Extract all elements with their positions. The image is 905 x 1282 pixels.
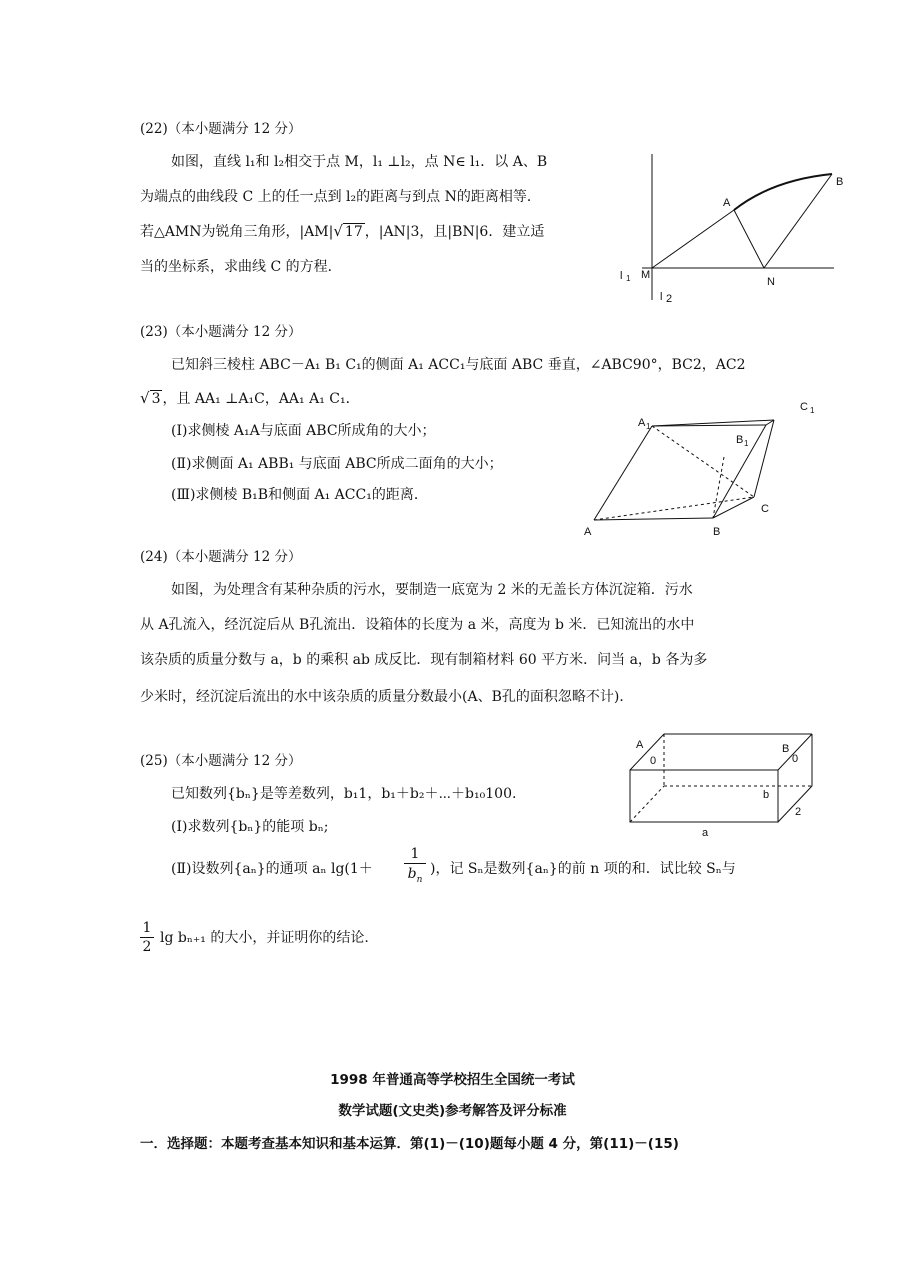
problem-24-line-2: 从 A孔流入，经沉淀后从 B孔流出．设箱体的长度为 a 米，高度为 b 米．已知流出的水中 — [140, 617, 695, 633]
problem-25-question-2-end: )，记 Sₙ是数列{aₙ}的前 n 项的和．试比较 Sₙ与 — [430, 861, 736, 877]
problem-22-line-3-start: 若△AMN为锐角三角形，|AM| — [140, 224, 334, 240]
problem-23-question-1: (Ⅰ)求侧棱 A₁A与底面 ABC所成角的大小； — [171, 423, 436, 439]
problem-23-question-3: (Ⅲ)求侧棱 B₁B和侧面 A₁ ACC₁的距离． — [171, 487, 428, 503]
fraction-numerator: 1 — [404, 845, 426, 864]
label-l1: l — [620, 270, 623, 282]
problem-23-line-1: 已知斜三棱柱 ABC－A₁ B₁ C₁的侧面 A₁ ACC₁与底面 ABC 垂直，∠ABC90°，BC2，AC2 — [171, 357, 746, 373]
problem-23-line-2-text: ，且 AA₁ ⊥A₁C，AA₁ A₁ C₁． — [162, 391, 360, 407]
curve-C — [734, 174, 832, 210]
fraction-one-half — [140, 920, 154, 956]
problem-25-heading: (25)（本小题满分 12 分） — [140, 753, 302, 769]
problem-24-line-3: 该杂质的质量分数与 a，b 的乘积 ab 成反比．现有制箱材料 60 平方米．问当 a，b 各为多 — [140, 652, 708, 668]
label-hole-A: 0 — [650, 755, 657, 767]
box-front-face — [630, 770, 778, 822]
label-M: M — [641, 269, 651, 281]
label-A1-sub: 1 — [646, 422, 651, 431]
answers-title-1: 1998 年普通高等学校招生全国统一考试 — [330, 1072, 575, 1088]
answers-title-2: 数学试题(文史类)参考解答及评分标准 — [338, 1103, 567, 1119]
sqrt-symbol: √ — [140, 389, 150, 407]
label-A: A — [636, 739, 644, 751]
sqrt-3-radicand: 3 — [151, 391, 161, 407]
label-l2: l — [660, 291, 663, 303]
problem-25-question-2-start: (Ⅱ)设数列{aₙ}的通项 aₙ lg(1＋ — [171, 861, 373, 877]
problem-23-heading: (23)（本小题满分 12 分） — [140, 324, 302, 340]
label-N: N — [767, 276, 775, 288]
box-hidden-diagonal — [630, 786, 664, 822]
label-B: B — [713, 526, 721, 538]
fraction-denominator-sub: n — [416, 874, 423, 885]
label-a: a — [702, 827, 709, 839]
problem-24-line-1: 如图，为处理含有某种杂质的污水，要制造一底宽为 2 米的无盖长方体沉淀箱．污水 — [171, 582, 693, 598]
figure-22 — [612, 150, 842, 310]
problem-22-line-1: 如图，直线 l₁和 l₂相交于点 M，l₁ ⊥l₂，点 N∈ l₁．以 A、B — [171, 154, 548, 170]
fraction-1-over-bn — [404, 845, 426, 890]
figure-24-tank — [622, 728, 822, 840]
label-B: B — [782, 743, 790, 755]
label-B1: B — [736, 434, 744, 446]
problem-24-line-4: 少米时，经沉淀后流出的水中该杂质的质量分数最小(A、B孔的面积忽略不计)． — [140, 689, 634, 705]
segment-AN — [734, 210, 764, 268]
label-l2-sub: 2 — [666, 293, 673, 305]
label-A: A — [584, 526, 592, 538]
label-2: 2 — [795, 806, 802, 818]
label-B: B — [836, 176, 844, 188]
problem-25-line-3: lg bₙ₊₁ 的大小，并证明你的结论. — [160, 930, 369, 946]
sqrt-symbol: √ — [333, 222, 343, 240]
figure-23 — [578, 395, 828, 545]
problem-22-line-2: 为端点的曲线段 C 上的任一点到 l₂的距离与到点 N的距离相等． — [140, 189, 541, 205]
problem-23-line-2 — [140, 389, 360, 408]
fraction-denominator: b — [407, 866, 417, 882]
problem-25-question-1: (Ⅰ)求数列{bₙ}的能项 bₙ; — [171, 819, 329, 835]
half-numerator: 1 — [140, 920, 154, 938]
label-l1-sub: 1 — [626, 274, 631, 283]
edge-A1A — [594, 426, 652, 520]
problem-25-line-1: 已知数列{bₙ}是等差数列，b₁1，b₁＋b₂＋⋯＋b₁₀100. — [171, 786, 517, 802]
label-A: A — [723, 197, 731, 209]
label-hole-B: 0 — [792, 753, 799, 765]
problem-22-line-4: 当的坐标系，求曲线 C 的方程． — [140, 259, 342, 275]
label-B1-sub: 1 — [744, 439, 749, 448]
half-denominator: 2 — [142, 939, 152, 955]
label-C1: C — [800, 401, 808, 413]
problem-24-heading: (24)（本小题满分 12 分） — [140, 549, 302, 565]
label-C1-sub: 1 — [810, 406, 815, 415]
problem-22-line-3 — [140, 222, 544, 241]
segment-MA — [652, 210, 734, 268]
answers-line-1: 一．选择题：本题考查基本知识和基本运算．第(1)－(10)题每小题 4 分，第(11)－(15) — [140, 1136, 679, 1152]
label-b: b — [763, 789, 770, 801]
edge-C1C — [754, 420, 774, 497]
edge-AC-hidden — [594, 497, 754, 520]
problem-22-line-3-end: ，|AN|3，且|BN|6．建立适 — [364, 224, 545, 240]
sqrt-17-radicand: 17 — [344, 224, 363, 240]
problem-23-question-2: (Ⅱ)求侧面 A₁ ABB₁ 与底面 ABC所成二面角的大小； — [171, 456, 503, 472]
label-C: C — [761, 503, 769, 515]
label-A1: A — [638, 417, 646, 429]
problem-22-heading: (22)（本小题满分 12 分） — [140, 121, 302, 137]
edge-AB — [594, 518, 713, 520]
